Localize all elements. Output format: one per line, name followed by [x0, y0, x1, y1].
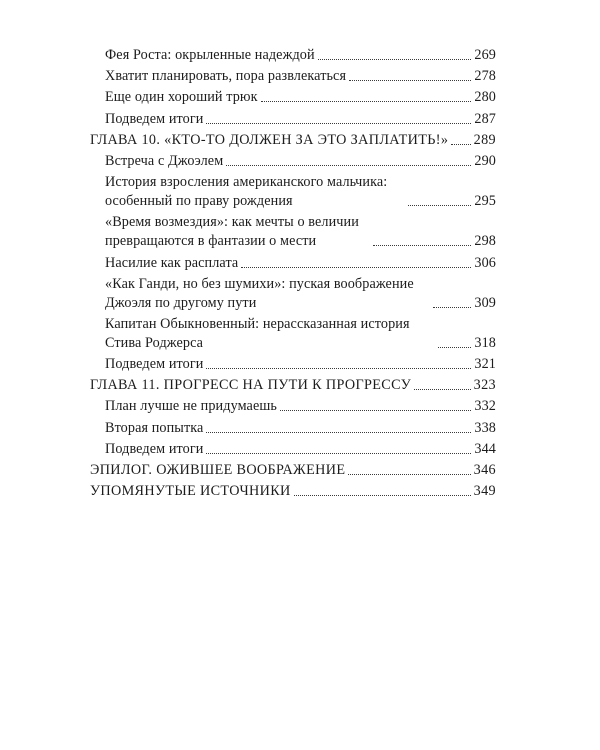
toc-entry[interactable]	[90, 315, 496, 353]
toc-chapter-title: ГЛАВА 10. «КТО-ТО ДОЛЖЕН ЗА ЭТО ЗАПЛАТИТЬ!»	[90, 131, 449, 148]
toc-entry-title: «Как Ганди, но без шумихи»: пуская воображение Джоэля по другому пути	[105, 275, 414, 311]
toc-entry-title: Встреча с Джоэлем	[105, 152, 224, 169]
toc-page-number: 295	[474, 193, 496, 210]
dot-leader	[438, 347, 471, 348]
toc-chapter-entry[interactable]	[90, 131, 496, 150]
toc-entry-title: Фея Роста: окрыленные надеждой	[105, 47, 315, 63]
toc-chapter-entry[interactable]	[90, 461, 496, 480]
dot-leader	[348, 474, 470, 475]
toc-entry[interactable]	[90, 254, 496, 273]
dot-leader	[408, 205, 471, 206]
toc-page-number: 349	[473, 483, 496, 500]
toc-page-number: 306	[474, 254, 496, 271]
dot-leader	[414, 389, 471, 390]
toc-chapter-title: УПОМЯНУТЫЕ ИСТОЧНИКИ	[90, 483, 291, 500]
toc-entry-title: Вторая попытка	[105, 419, 204, 436]
table-of-contents	[90, 46, 496, 503]
toc-page-number: 338	[474, 419, 496, 436]
toc-chapter-title: ЭПИЛОГ. ОЖИВШЕЕ ВООБРАЖЕНИЕ	[90, 462, 346, 478]
toc-entry-title: План лучше не придумаешь	[105, 398, 277, 415]
toc-entry-title: История взросления американского мальчика: особенный по праву рождения	[105, 174, 388, 210]
toc-page-number: 346	[473, 462, 496, 478]
toc-page-number: 344	[474, 440, 496, 457]
toc-page-number: 280	[474, 89, 496, 106]
dot-leader	[280, 410, 471, 411]
toc-entry[interactable]	[90, 152, 496, 171]
toc-entry[interactable]	[90, 397, 496, 416]
toc-chapter-entry[interactable]	[90, 482, 496, 501]
toc-entry-title: Подведем итоги	[105, 356, 204, 373]
toc-page-number: 309	[474, 294, 496, 311]
toc-entry-title: Насилие как расплата	[105, 254, 239, 271]
dot-leader	[318, 59, 472, 60]
toc-page-number: 318	[474, 334, 496, 351]
toc-chapter-title: ГЛАВА 11. ПРОГРЕСС НА ПУТИ К ПРОГРЕССУ	[90, 377, 412, 394]
dot-leader	[451, 144, 470, 145]
toc-entry-title: «Время возмездия»: как мечты о величии превращаются в фантазии о мести	[105, 214, 359, 250]
toc-entry-title: Подведем итоги	[105, 110, 204, 127]
toc-entry[interactable]	[90, 440, 496, 459]
dot-leader	[206, 432, 471, 433]
toc-entry-title: Капитан Обыкновенный: нерассказанная история Стива Роджерса	[105, 315, 410, 351]
dot-leader	[373, 245, 471, 246]
toc-entry[interactable]	[90, 67, 496, 86]
toc-page-number: 323	[473, 377, 496, 394]
toc-page-number: 321	[474, 356, 496, 373]
toc-chapter-entry[interactable]	[90, 376, 496, 395]
dot-leader	[241, 267, 471, 268]
toc-page-number: 290	[474, 152, 496, 169]
toc-entry[interactable]	[90, 355, 496, 374]
dot-leader	[294, 495, 471, 496]
dot-leader	[206, 453, 471, 454]
toc-page-number: 287	[474, 110, 496, 127]
dot-leader	[261, 101, 472, 102]
toc-page-number: 289	[473, 131, 496, 148]
toc-page-number: 298	[474, 233, 496, 250]
toc-entry[interactable]	[90, 173, 496, 211]
toc-page-number: 278	[474, 68, 496, 85]
toc-page-number: 332	[474, 398, 496, 415]
toc-entry-title: Хватит планировать, пора развлекаться	[105, 68, 347, 85]
dot-leader	[206, 368, 471, 369]
dot-leader	[349, 80, 471, 81]
toc-entry-title: Еще один хороший трюк	[105, 89, 258, 106]
toc-entry-title: Подведем итоги	[105, 440, 204, 457]
dot-leader	[206, 123, 471, 124]
dot-leader	[433, 307, 471, 308]
toc-entry[interactable]	[90, 275, 496, 313]
toc-entry[interactable]	[90, 88, 496, 107]
dot-leader	[226, 165, 471, 166]
toc-entry[interactable]	[90, 213, 496, 251]
toc-entry[interactable]	[90, 46, 496, 65]
toc-entry[interactable]	[90, 419, 496, 438]
toc-page-number: 269	[474, 47, 496, 63]
toc-entry[interactable]	[90, 110, 496, 129]
